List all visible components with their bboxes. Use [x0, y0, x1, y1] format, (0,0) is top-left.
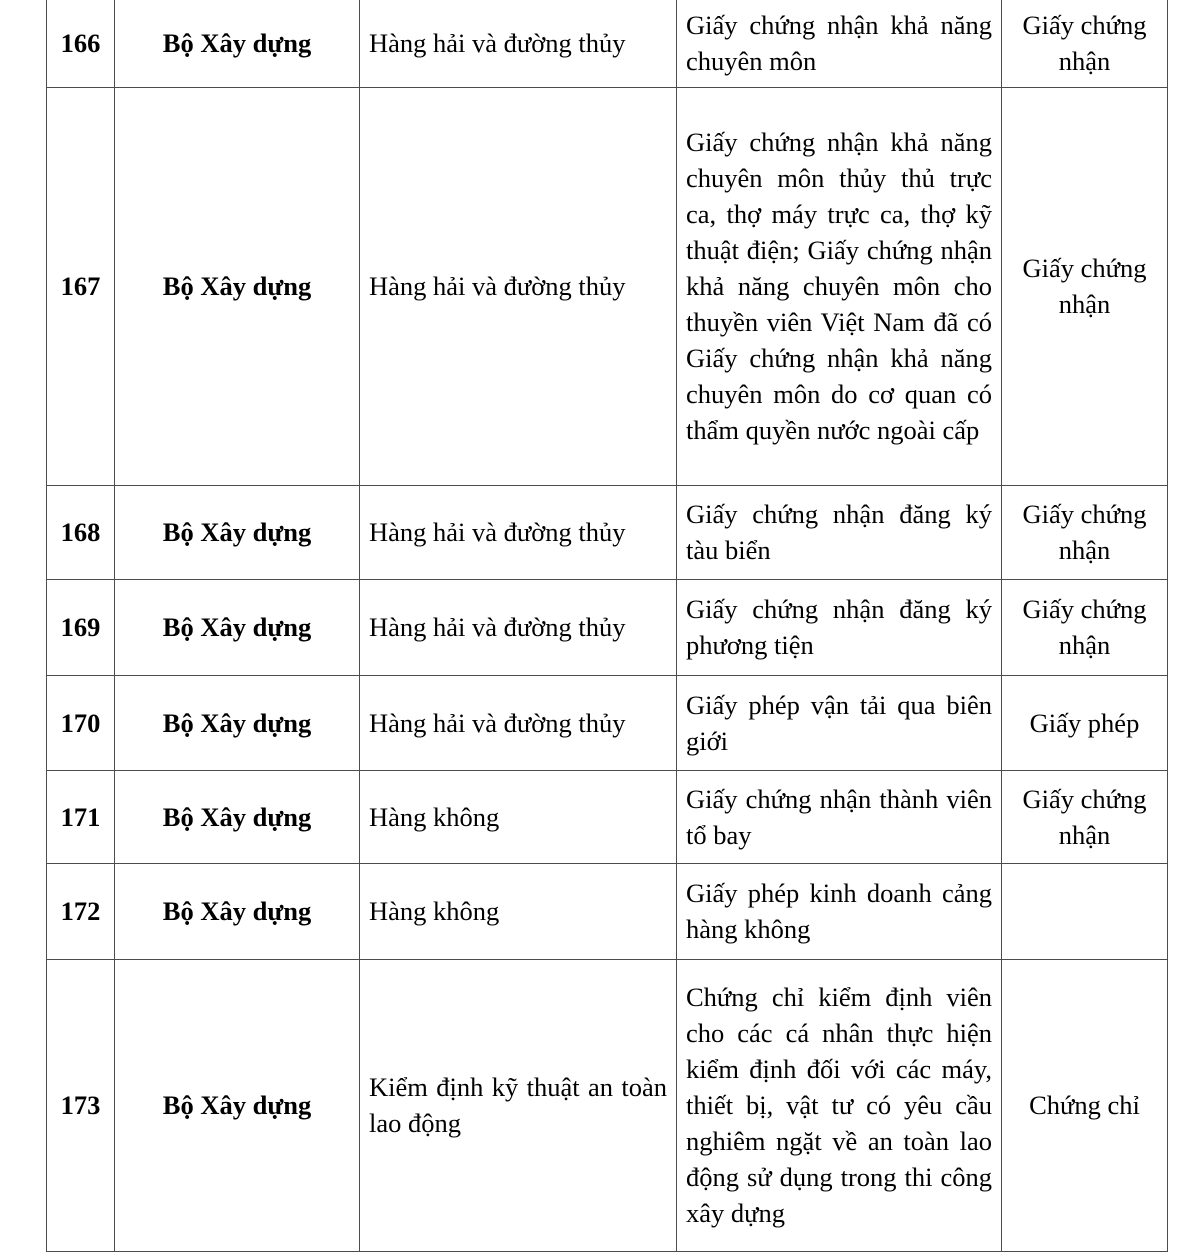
license-name-cell: Giấy phép vận tải qua biên giới — [677, 675, 1002, 770]
license-name-cell: Giấy chứng nhận đăng ký phương tiện — [677, 579, 1002, 675]
license-type-cell: Giấy chứng nhận — [1002, 770, 1168, 863]
field-cell: Hàng không — [360, 770, 677, 863]
table-row — [47, 959, 1168, 1251]
table-row — [47, 0, 1168, 87]
table-row — [47, 87, 1168, 485]
license-type-cell — [1002, 863, 1168, 959]
table-row — [47, 863, 1168, 959]
field-cell: Hàng hải và đường thủy — [360, 579, 677, 675]
row-number-cell: 167 — [47, 87, 115, 485]
row-number-cell: 166 — [47, 0, 115, 87]
ministry-cell: Bộ Xây dựng — [115, 579, 360, 675]
field-cell: Hàng hải và đường thủy — [360, 0, 677, 87]
table-row — [47, 770, 1168, 863]
table-row — [47, 675, 1168, 770]
license-type-cell: Giấy chứng nhận — [1002, 579, 1168, 675]
license-type-cell: Giấy phép — [1002, 675, 1168, 770]
license-type-cell: Chứng chỉ — [1002, 959, 1168, 1251]
ministry-cell: Bộ Xây dựng — [115, 770, 360, 863]
row-number-cell: 170 — [47, 675, 115, 770]
license-name-cell: Giấy chứng nhận khả năng chuyên môn — [677, 0, 1002, 87]
table-row — [47, 579, 1168, 675]
field-cell: Hàng hải và đường thủy — [360, 485, 677, 579]
license-type-cell: Giấy chứng nhận — [1002, 485, 1168, 579]
field-cell: Hàng không — [360, 863, 677, 959]
licenses-table — [46, 0, 1168, 1252]
license-type-cell: Giấy chứng nhận — [1002, 87, 1168, 485]
license-name-cell: Chứng chỉ kiểm định viên cho các cá nhân thực hiện kiểm định đối với các máy, thiết bị, vật tư có yêu cầu nghiêm ngặt về an toàn lao động sử dụng trong thi công xây dựng — [677, 959, 1002, 1251]
row-number-cell: 171 — [47, 770, 115, 863]
license-name-cell: Giấy phép kinh doanh cảng hàng không — [677, 863, 1002, 959]
field-cell: Kiểm định kỹ thuật an toàn lao động — [360, 959, 677, 1251]
license-type-cell: Giấy chứng nhận — [1002, 0, 1168, 87]
field-cell: Hàng hải và đường thủy — [360, 87, 677, 485]
ministry-cell: Bộ Xây dựng — [115, 0, 360, 87]
ministry-cell: Bộ Xây dựng — [115, 863, 360, 959]
ministry-cell: Bộ Xây dựng — [115, 675, 360, 770]
row-number-cell: 173 — [47, 959, 115, 1251]
ministry-cell: Bộ Xây dựng — [115, 959, 360, 1251]
ministry-cell: Bộ Xây dựng — [115, 87, 360, 485]
row-number-cell: 169 — [47, 579, 115, 675]
license-name-cell: Giấy chứng nhận thành viên tổ bay — [677, 770, 1002, 863]
row-number-cell: 168 — [47, 485, 115, 579]
ministry-cell: Bộ Xây dựng — [115, 485, 360, 579]
license-name-cell: Giấy chứng nhận khả năng chuyên môn thủy thủ trực ca, thợ máy trực ca, thợ kỹ thuật điện; Giấy chứng nhận khả năng chuyên môn cho thuyền viên Việt Nam đã có Giấy chứng nhận khả năng chuyên môn do cơ quan có thẩm quyền nước ngoài cấp — [677, 87, 1002, 485]
license-name-cell: Giấy chứng nhận đăng ký tàu biển — [677, 485, 1002, 579]
table-row — [47, 485, 1168, 579]
field-cell: Hàng hải và đường thủy — [360, 675, 677, 770]
row-number-cell: 172 — [47, 863, 115, 959]
